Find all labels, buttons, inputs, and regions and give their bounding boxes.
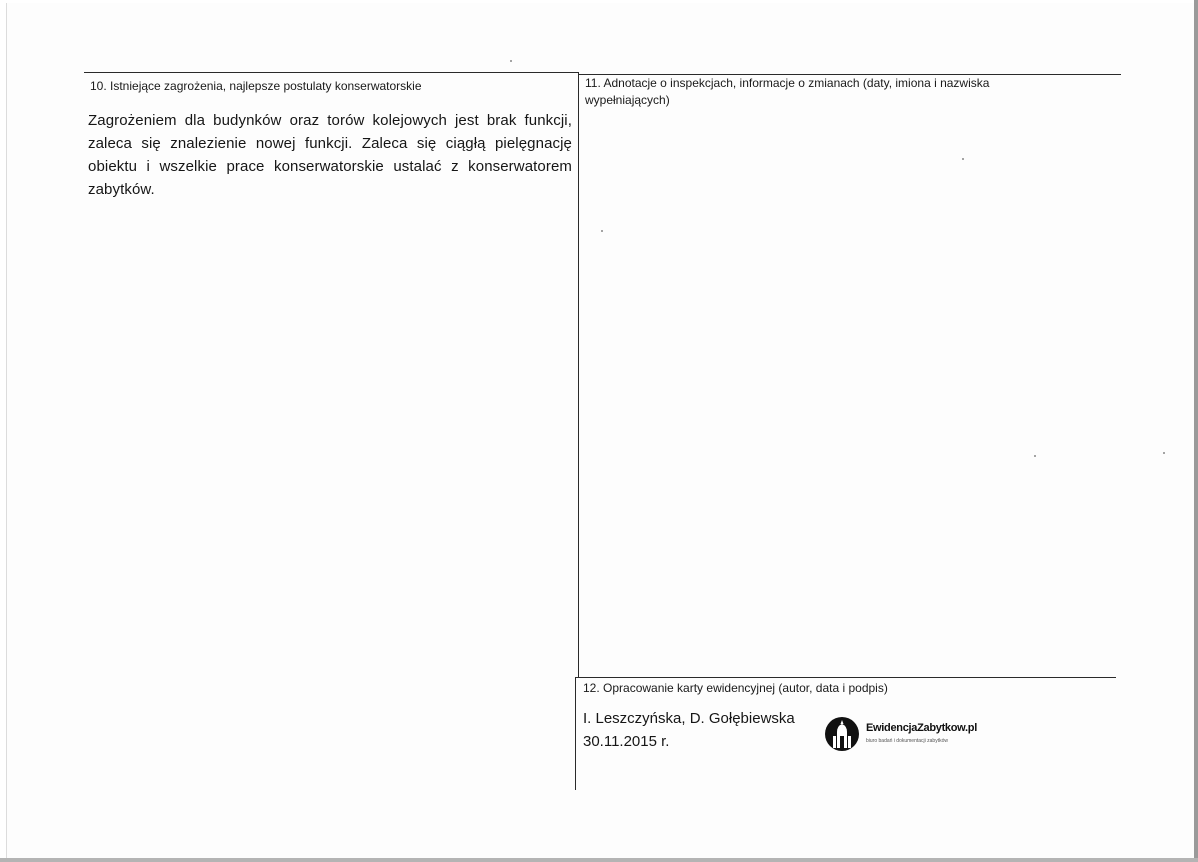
section-12-top-rule bbox=[576, 677, 1116, 678]
logo-title: EwidencjaZabytkow.pl bbox=[866, 722, 977, 734]
building-silhouette-icon bbox=[824, 716, 860, 752]
section-11-heading: 11. Adnotacje o inspekcjach, informacje o zmianach (daty, imiona i nazwiska wypełniających) bbox=[585, 76, 990, 107]
scan-speck bbox=[510, 60, 512, 62]
date-line: 30.11.2015 r. bbox=[583, 733, 670, 750]
scan-speck bbox=[962, 158, 964, 160]
ewidencja-zabytkow-logo bbox=[824, 716, 994, 756]
column-divider-upper bbox=[578, 72, 579, 678]
scan-edge-bottom bbox=[0, 858, 1198, 862]
logo-subtitle: biuro badań i dokumentacji zabytków bbox=[866, 738, 948, 744]
scan-edge-right bbox=[1194, 0, 1198, 862]
section-10-heading: 10. Istniejące zagrożenia, najlepsze postulaty konserwatorskie bbox=[90, 79, 422, 93]
section-10-content: Zagrożeniem dla budynków oraz torów kolejowych jest brak funkcji, zaleca się znalezienie nowej funkcji. Zaleca się ciągłą pielęgnację obiektu i wszelkie prace konserwatorskie ustalać z konserwatorem zabytków. bbox=[88, 112, 572, 198]
section-12-content bbox=[583, 707, 795, 753]
scan-speck bbox=[1034, 455, 1036, 457]
section-12-heading: 12. Opracowanie karty ewidencyjnej (autor, data i podpis) bbox=[583, 681, 888, 695]
section-10-top-rule bbox=[84, 72, 578, 73]
column-divider-lower bbox=[575, 677, 576, 790]
authors-line: I. Leszczyńska, D. Gołębiewska bbox=[583, 710, 795, 727]
scan-speck bbox=[1163, 452, 1165, 454]
scan-speck bbox=[601, 230, 603, 232]
